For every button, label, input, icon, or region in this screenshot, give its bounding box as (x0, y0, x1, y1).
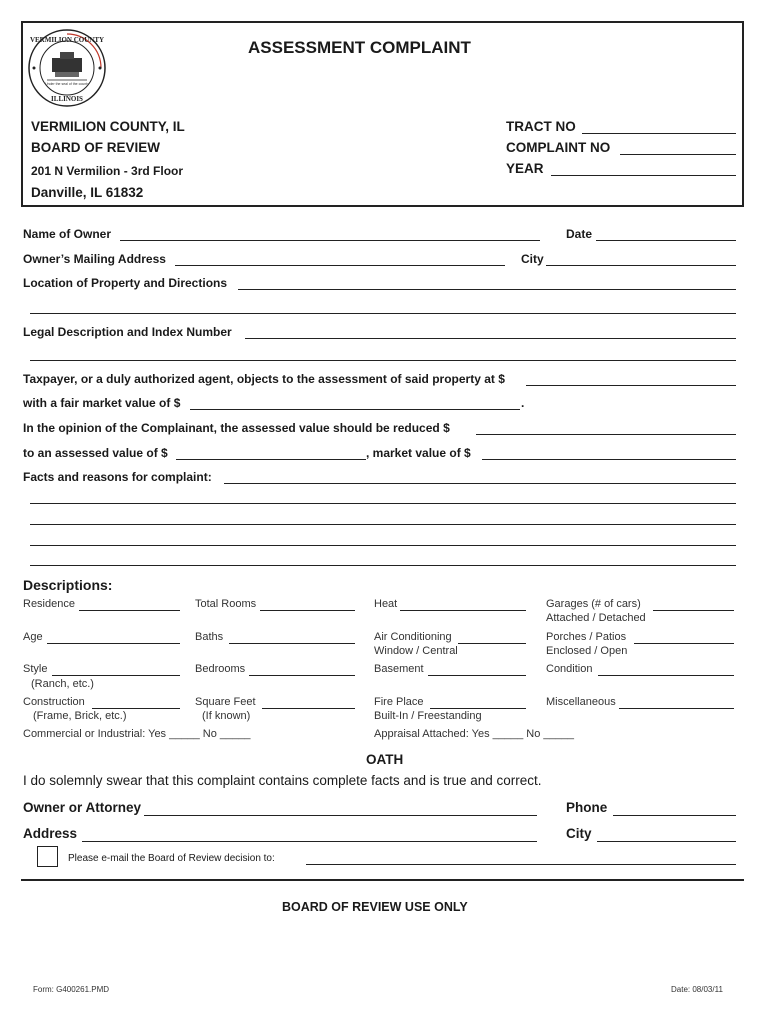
facts-field-5[interactable] (30, 565, 736, 566)
appraisal-attached-text: Appraisal Attached: Yes _____ No _____ (374, 728, 574, 740)
tract-no-label: TRACT NO (506, 119, 576, 134)
email-decision-checkbox[interactable] (37, 846, 58, 867)
owner-attorney-signature-field[interactable] (144, 815, 537, 816)
basement-label: Basement (374, 663, 424, 675)
complaint-no-field[interactable] (620, 154, 736, 155)
total-rooms-label: Total Rooms (195, 598, 257, 610)
legal-description-field[interactable] (245, 338, 736, 339)
heat-label: Heat (374, 598, 398, 610)
owner-name-label: Name of Owner (23, 227, 112, 241)
condition-label: Condition (546, 663, 593, 675)
garages-field[interactable] (653, 610, 734, 611)
board-use-heading: BOARD OF REVIEW USE ONLY (282, 900, 468, 914)
mailing-address-field[interactable] (175, 265, 505, 266)
email-decision-label: Please e-mail the Board of Review decision to: (68, 853, 275, 864)
oath-statement: I do solemnly swear that this complaint contains complete facts and is true and correct. (23, 773, 542, 788)
facts-field-2[interactable] (30, 503, 736, 504)
residence-label: Residence (23, 598, 75, 610)
square-feet-label: Square Feet (195, 696, 256, 708)
objection-text-3: In the opinion of the Complainant, the assessed value should be reduced $ (23, 421, 450, 435)
commercial-industrial-text: Commercial or Industrial: Yes _____ No _____ (23, 728, 251, 740)
owner-city-field[interactable] (546, 265, 736, 266)
oath-heading: OATH (366, 752, 404, 767)
owner-attorney-label: Owner or Attorney (23, 800, 142, 815)
fireplace-label: Fire Place (374, 696, 424, 708)
condition-field[interactable] (598, 675, 734, 676)
phone-label: Phone (566, 800, 608, 815)
porches-sub: Enclosed / Open (546, 645, 628, 657)
porches-label: Porches / Patios (546, 631, 627, 643)
air-conditioning-label: Air Conditioning (374, 631, 452, 643)
facts-field-4[interactable] (30, 545, 736, 546)
date-label: Date (566, 227, 593, 241)
style-label: Style (23, 663, 48, 675)
svg-text:ILLINOIS: ILLINOIS (51, 95, 83, 103)
basement-field[interactable] (428, 675, 526, 676)
year-label: YEAR (506, 161, 544, 176)
descriptions-heading: Descriptions: (23, 577, 113, 593)
board-address-line1: 201 N Vermilion - 3rd Floor (31, 164, 184, 178)
board-name: BOARD OF REVIEW (31, 140, 161, 155)
miscellaneous-field[interactable] (619, 708, 734, 709)
baths-field[interactable] (229, 643, 355, 644)
email-field[interactable] (306, 864, 736, 865)
fireplace-field[interactable] (430, 708, 526, 709)
baths-label: Baths (195, 631, 224, 643)
total-rooms-field[interactable] (260, 610, 355, 611)
age-label: Age (23, 631, 43, 643)
owner-city-label: City (521, 252, 544, 266)
age-field[interactable] (47, 643, 180, 644)
assessment-amount-field[interactable] (526, 385, 736, 386)
year-field[interactable] (551, 175, 736, 176)
facts-field-3[interactable] (30, 524, 736, 525)
assessed-value-field[interactable] (176, 459, 366, 460)
garages-sub: Attached / Detached (546, 612, 646, 624)
form-title: ASSESSMENT COMPLAINT (248, 38, 471, 57)
county-seal-icon (27, 28, 107, 108)
date-field[interactable] (596, 240, 736, 241)
legal-description-label: Legal Description and Index Number (23, 325, 232, 339)
owner-name-field[interactable] (120, 240, 540, 241)
bedrooms-label: Bedrooms (195, 663, 246, 675)
address-label: Address (23, 826, 78, 841)
svg-text:Under the seal of the county: Under the seal of the county (45, 82, 89, 86)
style-sub: (Ranch, etc.) (31, 678, 94, 690)
address-field[interactable] (82, 841, 537, 842)
fireplace-sub: Built-In / Freestanding (374, 710, 482, 722)
construction-label: Construction (23, 696, 85, 708)
phone-field[interactable] (613, 815, 736, 816)
residence-field[interactable] (79, 610, 180, 611)
square-feet-sub: (If known) (202, 710, 251, 722)
construction-sub: (Frame, Brick, etc.) (33, 710, 127, 722)
objection-text-1: Taxpayer, or a duly authorized agent, objects to the assessment of said property at $ (23, 372, 505, 386)
county-name: VERMILION COUNTY, IL (31, 119, 185, 134)
legal-description-field-2[interactable] (30, 360, 736, 361)
oath-city-field[interactable] (597, 841, 736, 842)
oath-city-label: City (566, 826, 592, 841)
form-date: Date: 08/03/11 (671, 985, 723, 994)
square-feet-field[interactable] (262, 708, 355, 709)
complaint-no-label: COMPLAINT NO (506, 140, 611, 155)
tract-no-field[interactable] (582, 133, 736, 134)
location-field[interactable] (238, 289, 736, 290)
objection-text-2: with a fair market value of $ (23, 396, 181, 410)
style-field[interactable] (52, 675, 180, 676)
location-label: Location of Property and Directions (23, 276, 228, 290)
market-value-field[interactable] (482, 459, 736, 460)
fair-market-value-field[interactable] (190, 409, 520, 410)
svg-text:VERMILION COUNTY: VERMILION COUNTY (29, 36, 105, 44)
garages-label: Garages (# of cars) (546, 598, 641, 610)
board-address-line2: Danville, IL 61832 (31, 185, 144, 200)
heat-field[interactable] (400, 610, 526, 611)
reduction-amount-field[interactable] (476, 434, 736, 435)
porches-field[interactable] (634, 643, 734, 644)
facts-field-1[interactable] (224, 483, 736, 484)
objection-text-4: to an assessed value of $ (23, 446, 168, 460)
mailing-address-label: Owner’s Mailing Address (23, 252, 166, 266)
facts-label: Facts and reasons for complaint: (23, 470, 212, 484)
form-number: Form: G400261.PMD (33, 985, 110, 994)
construction-field[interactable] (92, 708, 180, 709)
objection-text-4-mid: , market value of $ (366, 446, 471, 460)
bedrooms-field[interactable] (249, 675, 355, 676)
board-use-divider (21, 879, 744, 881)
location-field-2[interactable] (30, 313, 736, 314)
air-conditioning-field[interactable] (458, 643, 526, 644)
objection-text-2-end: . (521, 396, 525, 410)
air-conditioning-sub: Window / Central (374, 645, 458, 657)
miscellaneous-label: Miscellaneous (546, 696, 616, 708)
